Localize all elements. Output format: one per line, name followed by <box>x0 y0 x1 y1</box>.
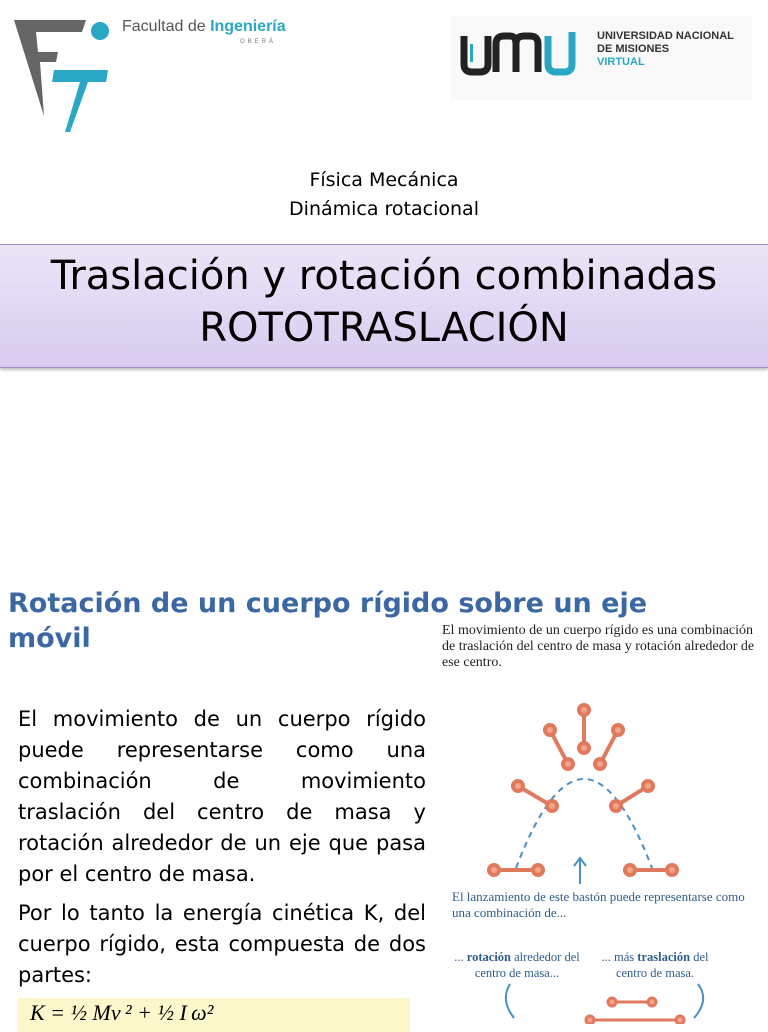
paragraph-1: El movimiento de un cuerpo rígido puede representarse como una combinación de movimiento traslación del centro de masa y rotación alrededor de un eje que pasa por el centro de masa. <box>18 707 426 886</box>
baton-mini-diagram <box>586 998 684 1024</box>
figure-note: El lanzamiento de este bastón puede representarse como una combinación de... <box>452 889 745 920</box>
facultad-logo <box>10 18 110 134</box>
course-subject: Física Mecánica <box>309 169 459 191</box>
section-heading: Rotación de un cuerpo rígido sobre un eje móvil <box>8 588 648 654</box>
title-line-2: ROTOTRASLACIÓN <box>199 305 569 351</box>
faculty-name: Facultad de Ingeniería <box>122 18 286 35</box>
figure-translation-label: ... más traslación del centro de masa. <box>601 950 709 980</box>
title-line-1: Traslación y rotación combinadas <box>50 253 718 299</box>
paragraph-2: Por lo tanto la energía cinética K, del cuerpo rígido, esta compuesta de dos partes: <box>18 901 426 987</box>
figure-caption: El movimiento de un cuerpo rígido es una combinación de traslación del centro de masa y rotación alrededor de ese centro. <box>442 623 755 670</box>
university-logo-mark <box>458 26 592 80</box>
arrow-right-curve-icon <box>694 984 703 1018</box>
arrow-left-curve-icon <box>506 984 514 1018</box>
figure-rotation-label: ... rotación alrededor del centro de masa... <box>454 950 580 980</box>
page-title <box>0 250 768 354</box>
baton-positions <box>489 705 677 875</box>
arrow-up-icon <box>574 858 586 884</box>
section-body <box>18 704 426 999</box>
trajectory-path <box>516 779 652 868</box>
kinetic-energy-formula: K = ½ Mv ² + ½ I ω² <box>30 1000 214 1025</box>
course-topic: Dinámica rotacional <box>289 198 479 220</box>
course-header <box>0 166 768 224</box>
faculty-campus: OBERÁ <box>240 39 277 45</box>
university-name: UNIVERSIDAD NACIONAL DE MISIONES VIRTUAL <box>597 30 734 68</box>
